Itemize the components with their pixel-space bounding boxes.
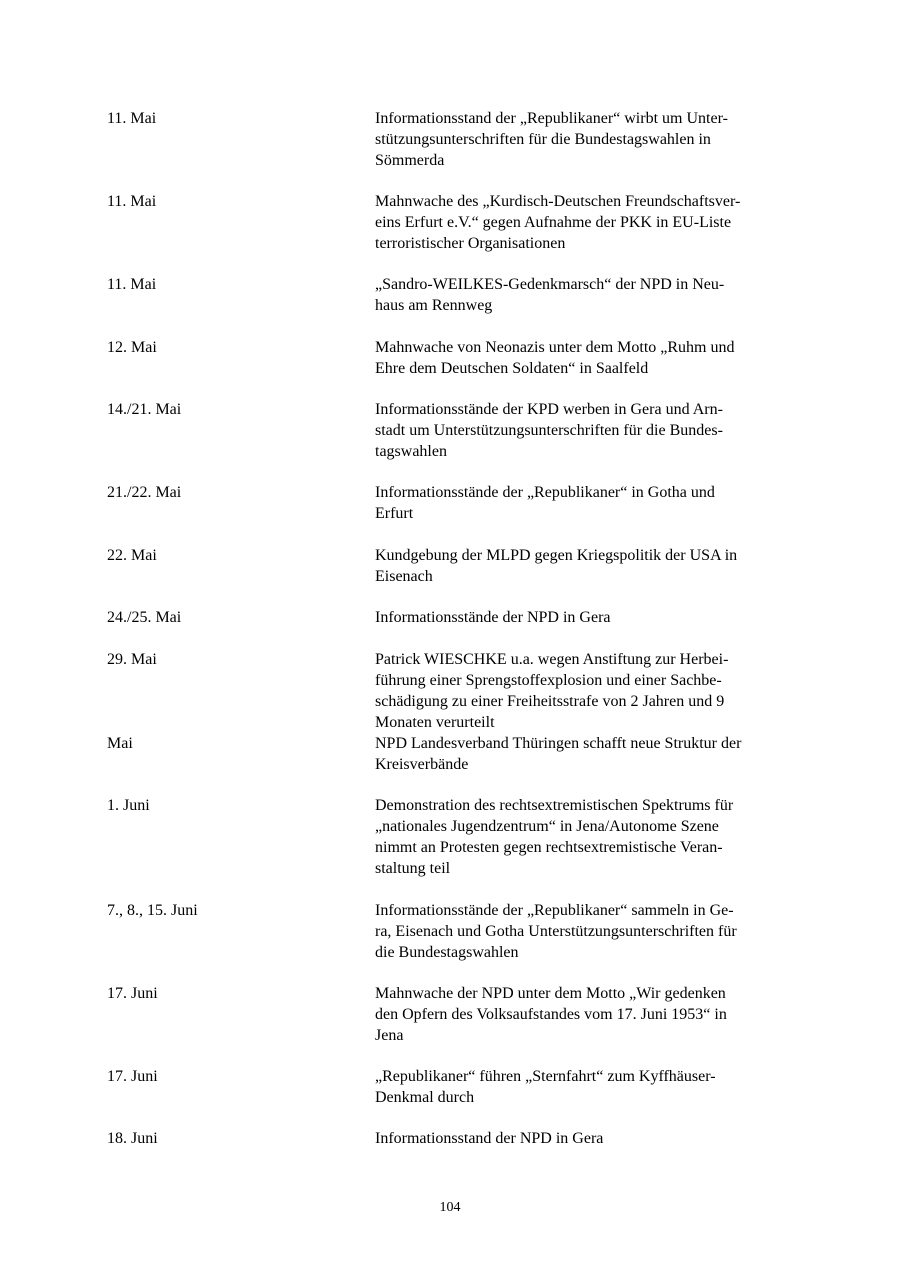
description-line: Informationsstände der „Republikaner“ sammeln in Ge- [375, 902, 734, 919]
entry-description [375, 649, 800, 733]
description-line: terroristischer Organisationen [375, 235, 566, 252]
description-line: „nationales Jugendzentrum“ in Jena/Autonome Szene [375, 818, 719, 835]
description-line: NPD Landesverband Thüringen schafft neue Struktur der [375, 735, 742, 752]
entry-date: 21./22. Mai [107, 484, 182, 501]
description-line: Informationsstand der NPD in Gera [375, 1130, 604, 1147]
entry-date: 1. Juni [107, 797, 150, 814]
page-number: 104 [439, 1200, 461, 1215]
entry-description [375, 545, 800, 587]
description-line: Informationsstände der KPD werben in Gera und Arn- [375, 401, 723, 418]
description-line: Jena [375, 1027, 404, 1044]
description-line: staltung teil [375, 860, 451, 877]
entry-date: 11. Mai [107, 276, 157, 293]
entry-description [375, 900, 800, 963]
description-line: Patrick WIESCHKE u.a. wegen Anstiftung zur Herbei- [375, 651, 729, 668]
entry-description [375, 795, 800, 879]
entry-description [375, 482, 800, 524]
description-line: den Opfern des Volksaufstandes vom 17. Juni 1953“ in [375, 1006, 727, 1023]
description-line: Informationsstände der NPD in Gera [375, 609, 611, 626]
description-line: haus am Rennweg [375, 297, 493, 314]
entry-description [375, 337, 800, 379]
entry-description [375, 1066, 800, 1108]
description-line: ra, Eisenach und Gotha Unterstützungsunterschriften für [375, 923, 737, 940]
entry-date: Mai [107, 735, 133, 752]
entry-description [375, 1128, 800, 1149]
description-line: Mahnwache des „Kurdisch-Deutschen Freundschaftsver- [375, 193, 741, 210]
description-line: „Republikaner“ führen „Sternfahrt“ zum Kyffhäuser- [375, 1068, 716, 1085]
description-line: „Sandro-WEILKES-Gedenkmarsch“ der NPD in Neu- [375, 276, 725, 293]
description-line: Sömmerda [375, 152, 445, 169]
entry-date: 11. Mai [107, 193, 157, 210]
entry-description [375, 399, 800, 462]
entry-description [375, 274, 800, 316]
entry-description [375, 191, 800, 254]
entry-date: 18. Juni [107, 1130, 158, 1147]
description-line: Eisenach [375, 568, 433, 585]
entry-description [375, 108, 800, 171]
description-line: Erfurt [375, 505, 414, 522]
description-line: Monaten verurteilt [375, 714, 495, 731]
entry-date: 17. Juni [107, 1068, 158, 1085]
description-line: Kreisverbände [375, 756, 469, 773]
description-line: Kundgebung der MLPD gegen Kriegspolitik der USA in [375, 547, 738, 564]
entry-date: 17. Juni [107, 985, 158, 1002]
entry-date: 14./21. Mai [107, 401, 182, 418]
entry-date: 12. Mai [107, 339, 157, 356]
description-line: Informationsstand der „Republikaner“ wirbt um Unter- [375, 110, 728, 127]
description-line: eins Erfurt e.V.“ gegen Aufnahme der PKK in EU-Liste [375, 214, 732, 231]
description-line: führung einer Sprengstoffexplosion und einer Sachbe- [375, 672, 722, 689]
description-line: schädigung zu einer Freiheitsstrafe von 2 Jahren und 9 [375, 693, 725, 710]
entry-description [375, 733, 800, 775]
description-line: Informationsstände der „Republikaner“ in Gotha und [375, 484, 715, 501]
entry-date: 11. Mai [107, 110, 157, 127]
entry-date: 22. Mai [107, 547, 157, 564]
description-line: Mahnwache von Neonazis unter dem Motto „Ruhm und [375, 339, 735, 356]
description-line: Ehre dem Deutschen Soldaten“ in Saalfeld [375, 360, 649, 377]
description-line: die Bundestagswahlen [375, 944, 519, 961]
entry-date: 24./25. Mai [107, 609, 182, 626]
description-line: stützungsunterschriften für die Bundestagswahlen in [375, 131, 711, 148]
entry-description [375, 607, 800, 628]
entry-date: 29. Mai [107, 651, 157, 668]
description-line: Denkmal durch [375, 1089, 475, 1106]
description-line: stadt um Unterstützungsunterschriften für die Bundes- [375, 422, 723, 439]
description-line: Mahnwache der NPD unter dem Motto „Wir gedenken [375, 985, 726, 1002]
description-line: nimmt an Protesten gegen rechtsextremistische Veran- [375, 839, 723, 856]
description-line: tagswahlen [375, 443, 447, 460]
entry-date: 7., 8., 15. Juni [107, 902, 198, 919]
description-line: Demonstration des rechtsextremistischen Spektrums für [375, 797, 734, 814]
entry-description [375, 983, 800, 1046]
